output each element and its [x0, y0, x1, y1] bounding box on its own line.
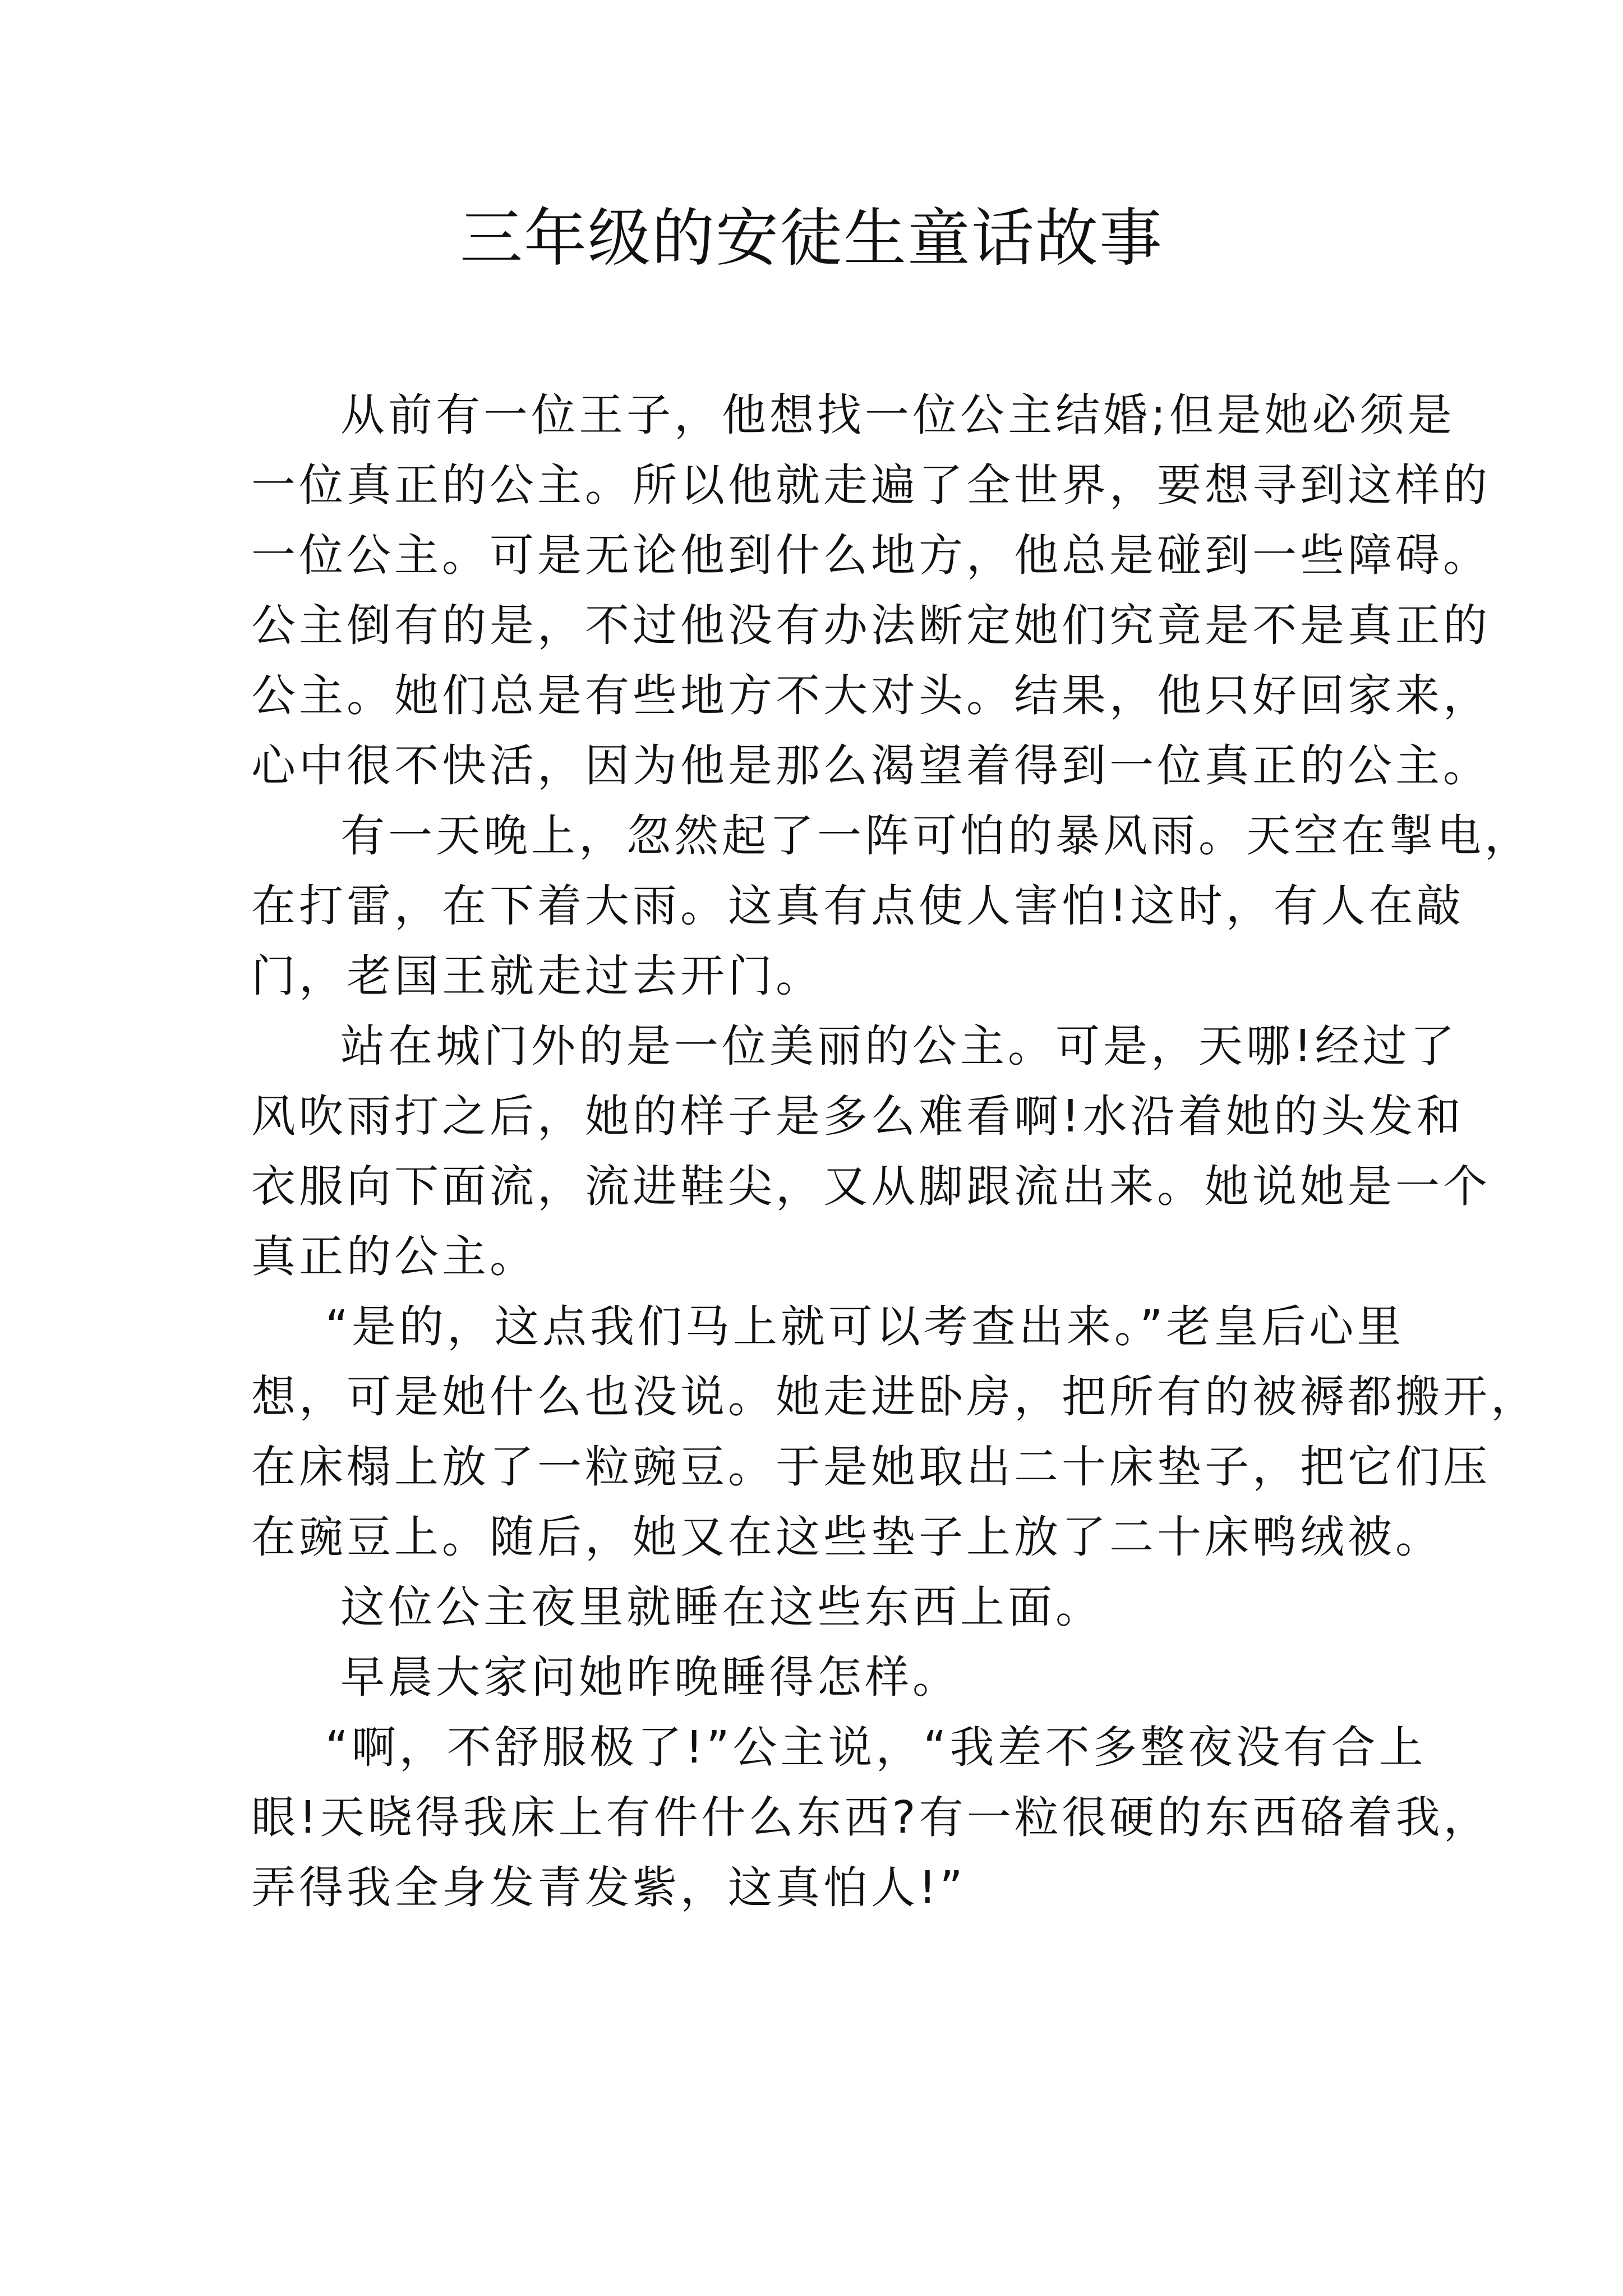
text-line-16: 在床榻上放了一粒豌豆。于是她取出二十床垫子，把它们压 — [251, 1441, 1491, 1493]
text-line-6: 心中很不快活，因为他是那么渴望着得到一位真正的公主。 — [251, 740, 1491, 792]
text-line-9: 门，老国王就走过去开门。 — [251, 950, 823, 1002]
text-line-20: “啊，不舒服极了!”公主说，“我差不多整夜没有合上 — [325, 1722, 1427, 1773]
text-line-13: 真正的公主。 — [251, 1231, 537, 1282]
page-title: 三年级的安徒生童话故事 — [460, 202, 1163, 275]
text-line-19: 早晨大家问她昨晚睡得怎样。 — [340, 1651, 960, 1703]
text-line-4: 公主倒有的是，不过他没有办法断定她们究竟是不是真正的 — [251, 600, 1491, 651]
text-line-17: 在豌豆上。随后，她又在这些垫子上放了二十床鸭绒被。 — [251, 1511, 1443, 1563]
text-line-7: 有一天晚上，忽然起了一阵可怕的暴风雨。天空在掣电， — [340, 810, 1532, 862]
text-line-15: 想，可是她什么也没说。她走进卧房，把所有的被褥都搬开， — [251, 1371, 1538, 1423]
text-line-18: 这位公主夜里就睡在这些东西上面。 — [340, 1581, 1103, 1633]
text-line-10: 站在城门外的是一位美丽的公主。可是，天哪!经过了 — [340, 1020, 1458, 1072]
text-line-5: 公主。她们总是有些地方不大对头。结果，他只好回家来， — [251, 670, 1491, 721]
text-line-12: 衣服向下面流，流进鞋尖，又从脚跟流出来。她说她是一个 — [251, 1161, 1491, 1212]
text-line-22: 弄得我全身发青发紫，这真怕人!” — [251, 1862, 966, 1913]
text-line-14: “是的，这点我们马上就可以考查出来。”老皇后心里 — [325, 1301, 1405, 1352]
text-line-21: 眼!天晓得我床上有件什么东西?有一粒很硬的东西硌着我， — [251, 1792, 1491, 1843]
text-line-11: 风吹雨打之后，她的样子是多么难看啊!水沿着她的头发和 — [251, 1091, 1464, 1142]
text-line-1: 从前有一位王子，他想找一位公主结婚;但是她必须是 — [340, 389, 1455, 441]
text-line-8: 在打雷，在下着大雨。这真有点使人害怕!这时，有人在敲 — [251, 880, 1464, 932]
text-line-3: 一位公主。可是无论他到什么地方，他总是碰到一些障碍。 — [251, 530, 1491, 581]
text-line-2: 一位真正的公主。所以他就走遍了全世界，要想寻到这样的 — [251, 459, 1491, 511]
